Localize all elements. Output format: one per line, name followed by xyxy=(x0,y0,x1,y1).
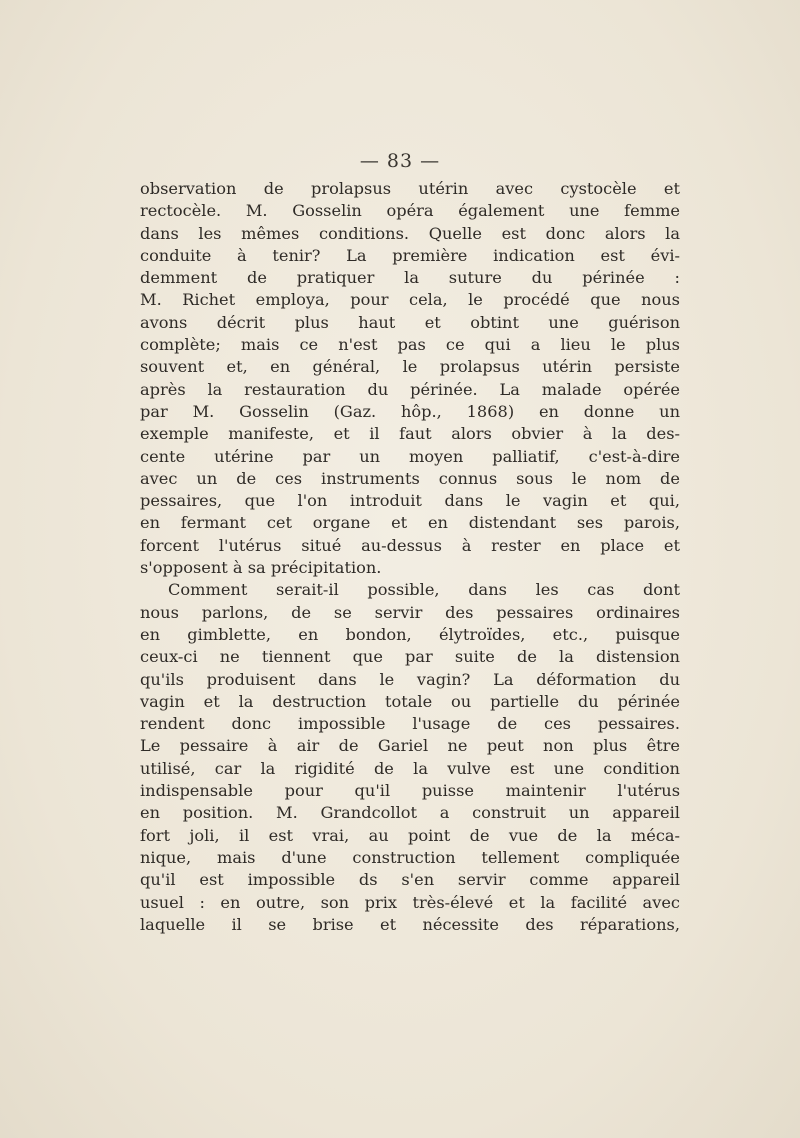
text-line: en position. M. Grandcollot a construit un appareil xyxy=(140,803,680,823)
text-line: vagin et la destruction totale ou partielle du périnée xyxy=(140,691,680,711)
text-line: fort joli, il est vrai, au point de vue de la méca- xyxy=(140,825,680,845)
text-line: conduite à tenir? La première indication est évi- xyxy=(140,245,680,265)
text-line: avec un de ces instruments connus sous le nom de xyxy=(140,468,680,488)
text-line: qu'il est impossible ds s'en servir comme appareil xyxy=(140,870,680,890)
text-line-paragraph-end: s'opposent à sa précipitation. xyxy=(140,558,382,578)
body-text xyxy=(140,178,680,936)
text-line: après la restauration du périnée. La malade opérée xyxy=(140,379,680,399)
text-line: laquelle il se brise et nécessite des réparations, xyxy=(140,914,680,934)
text-line: nous parlons, de se servir des pessaires ordinaires xyxy=(140,602,680,622)
text-line: nique, mais d'une construction tellement compliquée xyxy=(140,847,680,867)
text-line: avons décrit plus haut et obtint une guérison xyxy=(140,312,680,332)
text-line: forcent l'utérus situé au-dessus à rester en place et xyxy=(140,535,680,555)
text-line: complète; mais ce n'est pas ce qui a lieu le plus xyxy=(140,335,680,355)
text-line: dans les mêmes conditions. Quelle est donc alors la xyxy=(140,223,680,243)
text-line: exemple manifeste, et il faut alors obvier à la des- xyxy=(140,424,680,444)
text-line: qu'ils produisent dans le vagin? La déformation du xyxy=(140,669,680,689)
text-line: demment de pratiquer la suture du périnée : xyxy=(140,268,680,288)
text-line: cente utérine par un moyen palliatif, c'est-à-dire xyxy=(140,446,680,466)
text-line: utilisé, car la rigidité de la vulve est une condition xyxy=(140,758,680,778)
text-line: M. Richet employa, pour cela, le procédé que nous xyxy=(140,290,680,310)
text-line: observation de prolapsus utérin avec cystocèle et xyxy=(140,179,680,198)
page-number: — 83 — xyxy=(359,150,441,172)
text-line: indispensable pour qu'il puisse maintenir l'utérus xyxy=(140,781,680,801)
text-line: usuel : en outre, son prix très-élevé et la facilité avec xyxy=(140,892,680,912)
text-line: en gimblette, en bondon, élytroïdes, etc., puisque xyxy=(140,624,680,644)
text-line-paragraph-start: Comment serait-il possible, dans les cas dont xyxy=(168,580,680,600)
text-line: par M. Gosselin (Gaz. hôp., 1868) en donne un xyxy=(140,401,680,421)
text-line: ceux-ci ne tiennent que par suite de la distension xyxy=(140,647,680,667)
text-line: Le pessaire à air de Gariel ne peut non plus être xyxy=(140,736,680,756)
text-line: pessaires, que l'on introduit dans le vagin et qui, xyxy=(140,491,680,511)
text-line: rectocèle. M. Gosselin opéra également une femme xyxy=(140,201,680,221)
text-line: souvent et, en général, le prolapsus utérin persiste xyxy=(140,357,680,377)
text-line: en fermant cet organe et en distendant ses parois, xyxy=(140,513,680,533)
text-line: rendent donc impossible l'usage de ces pessaires. xyxy=(140,714,680,734)
